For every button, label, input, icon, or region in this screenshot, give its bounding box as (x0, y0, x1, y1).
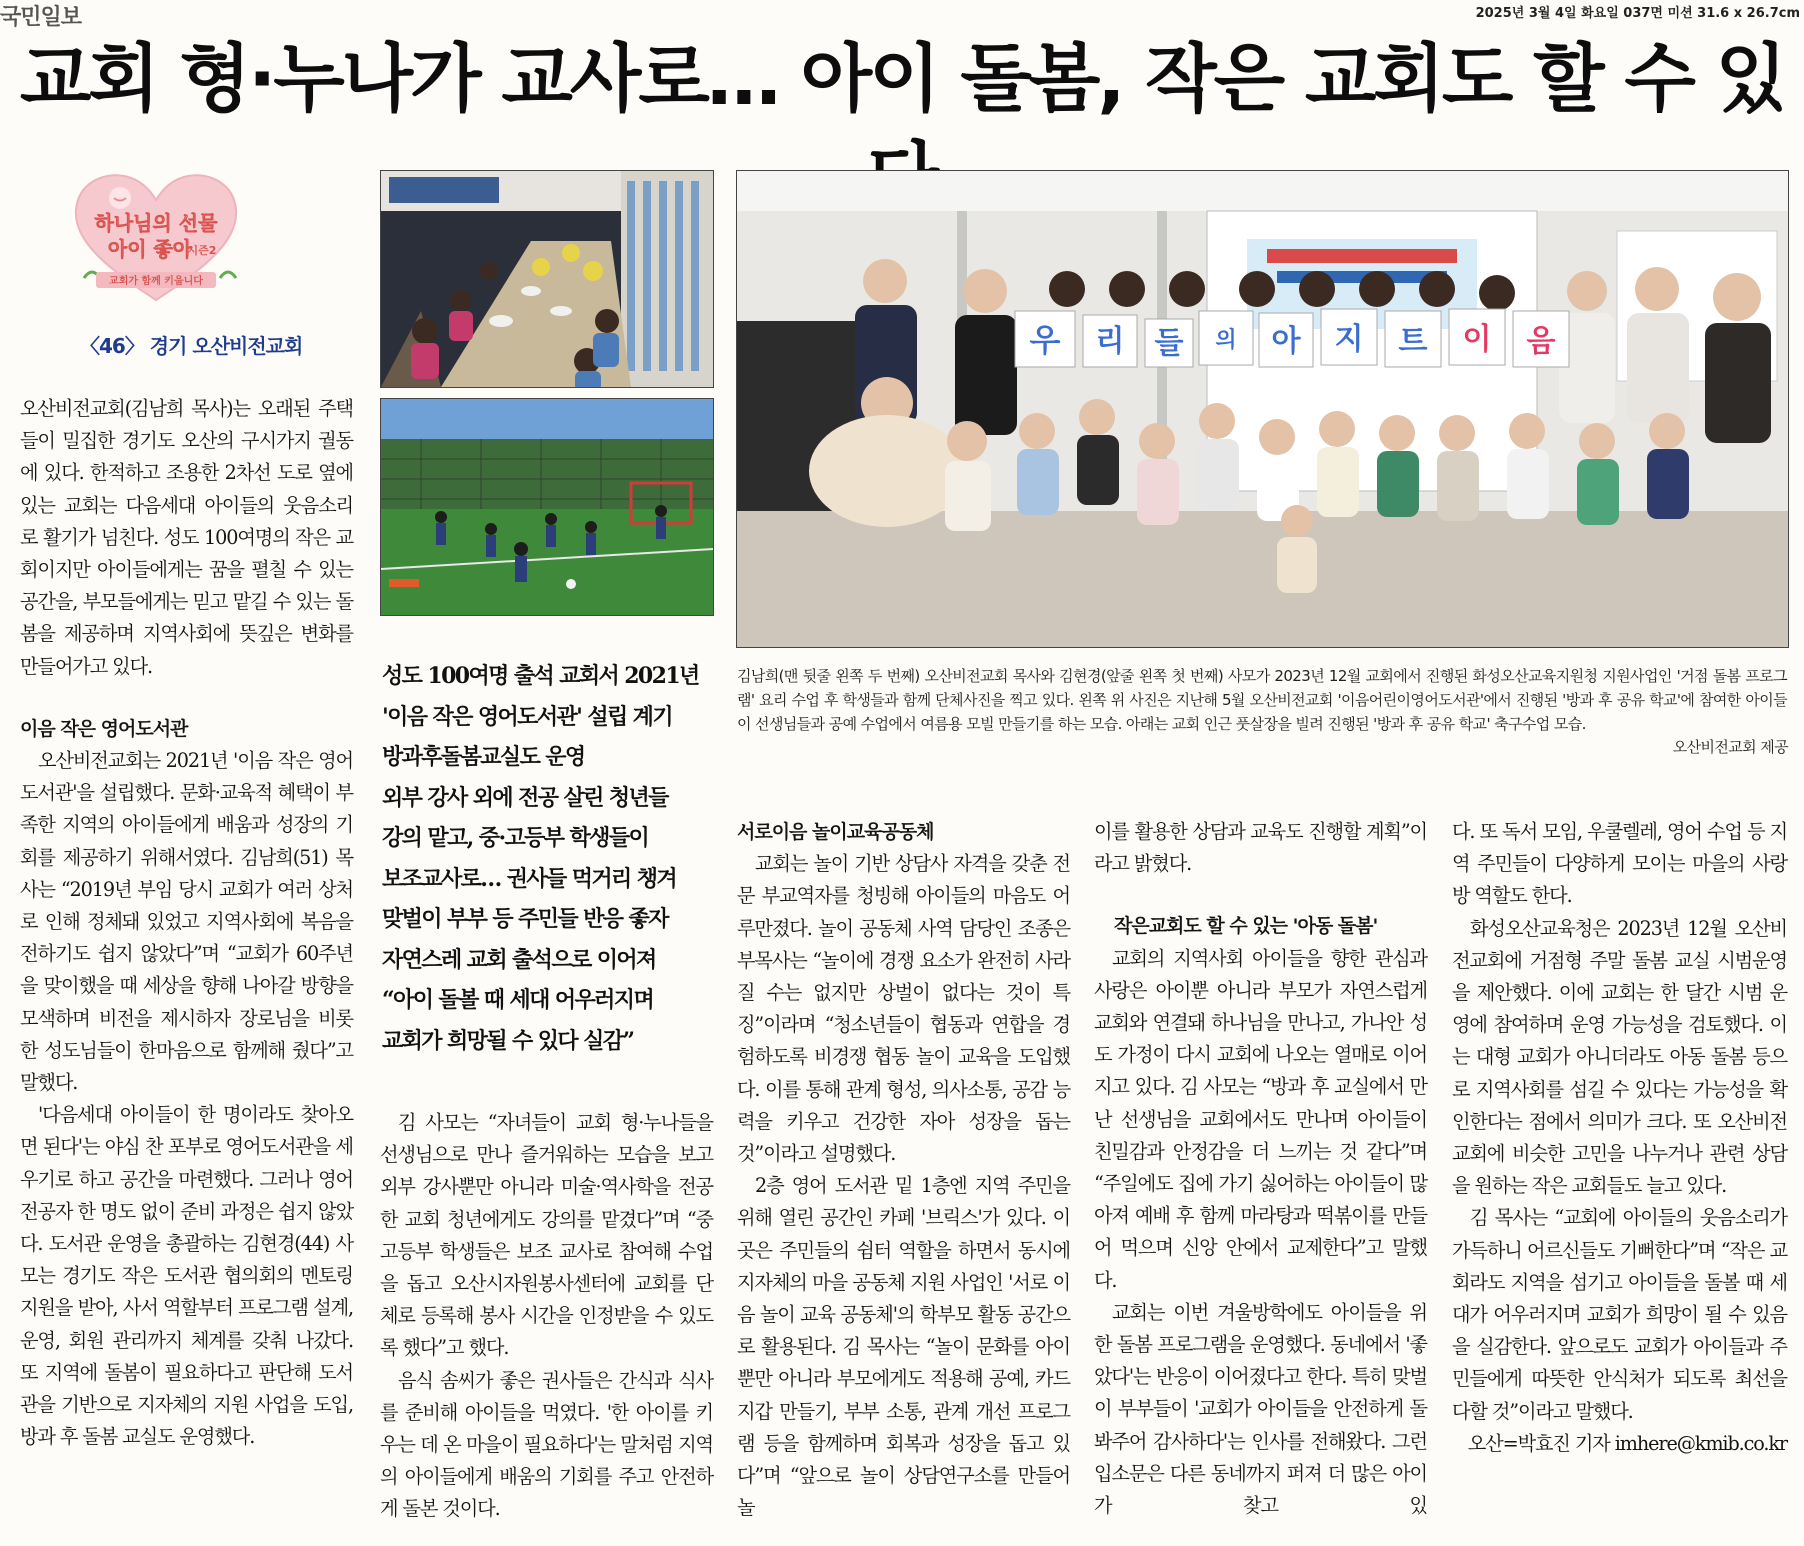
pull-quote-line: 맞벌이 부부 등 주민들 반응 좋자 (382, 906, 668, 932)
pull-quote-line: 성도 100여명 출석 교회서 2021년 (382, 663, 699, 689)
card-4: 의 (1215, 328, 1237, 353)
masthead: 국민일보 (0, 5, 82, 30)
article-paragraph: 다. 또 독서 모임, 우쿨렐레, 영어 수업 등 지역 주민들이 다양하게 모이는 마을의 사랑방 역할도 한다. (1452, 820, 1787, 908)
card-7: 트 (1398, 324, 1428, 359)
article-column-4 (1094, 816, 1427, 1522)
library-craft-photo (380, 170, 714, 388)
photo-credit: 오산비전교회 제공 (1672, 738, 1788, 756)
article-paragraph: 교회는 놀이 기반 상담사 자격을 갖춘 전문 부교역자를 청빙해 아이들의 마음도 어루만졌다. 놀이 공동체 사역 담당인 조종은 부목사는 “놀이에 경쟁 요소가 완전히 사라질 수는 없지만 상벌이 없다는 것이 특징”이라며 “청소년들이 협동과 연합을 경험하도록 비경쟁 협동 놀이 교육을 도입했다. 이를 통해 관계 형성, 의사소통, 공감 능력을 키우고 건강한 자아 성장을 돕는 것”이라고 설명했다. (737, 852, 1070, 1166)
article-paragraph: 오산비전교회는 2021년 '이음 작은 영어도서관'을 설립했다. 문화·교육적 혜택이 부족한 지역의 아이들에게 배움과 성장의 기회를 제공하기 위해서였다. 김남희(51) 목사는 “2019년 부임 당시 교회가 여러 상처로 인해 정체돼 있었고 지역사회에 복음을 전하기도 쉽지 않았다”며 “교회가 60주년을 맞이했을 때 세상을 향해 나아갈 방향을 모색하며 비전을 제시하자 장로님을 비롯한 성도님들이 한마음으로 함께해 줬다”고 말했다. (20, 749, 353, 1095)
byline: 오산=박효진 기자 imhere@kmib.co.kr (1467, 1431, 1787, 1455)
article-paragraph: 김 목사는 “교회에 아이들의 웃음소리가 가득하니 어르신들도 기뻐한다”며 “작은 교회라도 지역을 섬기고 아이들을 돌볼 때 세대가 어우러지며 교회가 희망이 될 수 있음을 실감한다. 앞으로도 교회가 아이들과 주민들에게 따뜻한 안식처가 되도록 최선을 다할 것”이라고 말했다. (1452, 1206, 1787, 1423)
card-8: 이 (1462, 322, 1492, 357)
card-3: 들 (1154, 326, 1184, 361)
article-paragraph: 교회의 지역사회 아이들을 향한 관심과 사랑은 아이뿐 아니라 부모가 자연스럽게 교회와 연결돼 하나님을 만나고, 가나안 성도 가정이 다시 교회에 나오는 열매로 이어지고 있다. 김 사모는 “방과 후 교실에서 만난 선생님을 교회에서도 만나며 아이들이 친밀감과 안정감을 더 느끼는 것 같다”며 “주일에도 집에 가기 싫어하는 아이들이 많아져 예배 후 함께 마라탕과 떡볶이를 만들어 먹으며 신앙 안에서 교제한다”고 말했다. (1094, 946, 1427, 1292)
article-paragraph: 김 사모는 “자녀들이 교회 형·누나들을 선생님으로 만나 즐거워하는 모습을 보고 외부 강사뿐만 아니라 미술·역사학을 전공한 교회 청년에게도 강의를 맡겼다”며 “중고등부 학생들은 보조 교사로 참여해 수업을 돕고 오산시자원봉사센터에 교회를 단체로 등록해 봉사 시간을 인정받을 수 있도록 했다”고 했다. (380, 1111, 713, 1360)
logo-season: 시즌2 (187, 244, 217, 257)
pull-quote-line: 외부 강사 외에 전공 살린 청년들 (382, 784, 668, 811)
section-subhead: 서로이음 놀이교육공동체 (737, 821, 934, 843)
card-6: 지 (1334, 322, 1364, 357)
article-paragraph: 오산비전교회(김남희 목사)는 오래된 주택들이 밀집한 경기도 오산의 구시가지 궐동에 있다. 한적하고 조용한 2차선 도로 옆에 있는 교회는 다음세대 아이들의 웃음소리로 활기가 넘친다. 성도 100여명의 작은 교회이지만 아이들에게는 꿈을 펼칠 수 있는 공간을, 부모들에게는 믿고 맡길 수 있는 돌봄을 제공하며 지역사회에 뜻깊은 변화를 만들어가고 있다. (20, 397, 354, 678)
card-2: 리 (1095, 324, 1125, 359)
heart-logo (70, 168, 242, 308)
pull-quote-line: 교회가 희망될 수 있다 실감” (382, 1027, 634, 1054)
article-column-2 (380, 1107, 713, 1526)
letter-cards (1015, 309, 1569, 367)
pull-quote-line: 보조교사로… 권사들 먹거리 챙겨 (382, 865, 677, 892)
group-photo (736, 170, 1789, 648)
pull-quote-line: '이음 작은 영어도서관' 설립 계기 (382, 703, 672, 730)
card-5: 아 (1271, 324, 1301, 359)
article-column-3 (737, 816, 1070, 1524)
article-column-1 (20, 393, 353, 1454)
section-subhead: 이음 작은 영어도서관 (20, 717, 188, 740)
article-column-5 (1452, 816, 1787, 1460)
dateline: 2025년 3월 4일 화요일 037면 미션 31.6 x 26.7cm (1475, 6, 1800, 21)
article-paragraph: '다음세대 아이들이 한 명이라도 찾아오면 된다'는 야심 찬 포부로 영어도서관을 세우기로 하고 공간을 마련했다. 그러나 영어 전공자 한 명도 없이 준비 과정은 쉽지 않았다. 도서관 운영을 총괄하는 김현경(44) 사모는 경기도 작은 도서관 협의회의 멘토링 지원을 받아, 사서 역할부터 프로그램 설계, 운영, 회원 관리까지 체계를 갖춰 나갔다. 또 지역에 돌봄이 필요하다고 판단해 도서관을 기반으로 지자체의 지원 사업을 도입, 방과 후 돌봄 교실도 운영했다. (20, 1103, 353, 1449)
pull-quote-line: 강의 맡고, 중·고등부 학생들이 (382, 825, 649, 851)
pull-quote-line: “아이 돌볼 때 세대 어우러지며 (382, 987, 654, 1013)
article-paragraph: 화성오산교육청은 2023년 12월 오산비전교회에 거점형 주말 돌봄 교실 시범운영을 제안했다. 이에 교회는 한 달간 시범 운영에 참여하며 운영 가능성을 검토했다. 이는 대형 교회가 아니더라도 아동 돌봄 등으로 지역사회를 섬길 수 있다는 가능성을 확인한다는 점에서 의미가 크다. 또 오산비전교회에 비슷한 고민을 나누거나 관련 상담을 원하는 작은 교회들도 늘고 있다. (1452, 916, 1787, 1198)
article-paragraph: 교회는 이번 겨울방학에도 아이들을 위한 돌봄 프로그램을 운영했다. 동네에서 '좋았다'는 반응이 이어졌다고 한다. 특히 맞벌이 부부들이 '교회가 아이들을 안전하게 돌봐주어 감사하다'는 인사를 전해왔다. 그런 입소문은 다른 동네까지 퍼져 더 많은 아이가 찾고 있 (1094, 1300, 1427, 1518)
pull-quote (382, 656, 720, 1061)
pull-quote-line: 방과후돌봄교실도 운영 (382, 744, 585, 770)
headline: 교회 형·누나가 교사로… 아이 돌봄, 작은 교회도 할 수 있 (19, 36, 1785, 122)
card-9: 음 (1526, 324, 1556, 359)
card-1: 우 (1029, 321, 1061, 359)
section-subhead: 작은교회도 할 수 있는 '아동 돌봄' (1114, 915, 1378, 938)
logo-line1: 하나님의 선물 (94, 211, 218, 235)
article-paragraph: 2층 영어 도서관 밑 1층엔 지역 주민을 위해 열린 공간인 카페 '브릭스'가 있다. 이곳은 주민들의 쉼터 역할을 하면서 동시에 지자체의 마을 공동체 지원 사업인 '서로 이음 놀이 교육 공동체'의 학부모 활동 공간으로 활용된다. 김 목사는 “놀이 문화를 아이뿐만 아니라 부모에게도 적용해 공예, 카드 지갑 만들기, 부부 소통, 관계 개선 프로그램 등을 함께하며 회복과 성장을 돕고 있다”며 “앞으로 놀이 상담연구소를 만들어 놀 (737, 1174, 1070, 1520)
logo-ribbon: 교회가 함께 키웁니다 (109, 276, 203, 287)
article-paragraph: 음식 솜씨가 좋은 권사들은 간식과 식사를 준비해 아이들을 먹였다. '한 아이를 키우는 데 온 마을이 필요하다'는 말처럼 지역의 아이들에게 배움의 기회를 주고 안전하게 돌본 것이다. (380, 1368, 713, 1521)
article-paragraph: 이를 활용한 상담과 교육도 진행할 계획”이라고 밝혔다. (1094, 820, 1427, 876)
futsal-field-photo (380, 398, 714, 616)
series-label: 〈46〉 경기 오산비전교회 (80, 334, 303, 358)
pull-quote-line: 자연스레 교회 출석으로 이어져 (382, 946, 656, 973)
logo-line2: 아이 좋아 (107, 237, 193, 261)
photo-caption: 김남희(맨 뒷줄 왼쪽 두 번째) 오산비전교회 목사와 김현경(앞줄 왼쪽 첫 번째) 사모가 2023년 12월 교회에서 진행된 화성오산교육지원청 지원사업인 '거점 돌봄 프로그램' 요리 수업 후 학생들과 함께 단체사진을 찍고 있다. 왼쪽 위 사진은 지난해 5월 오산비전교회 '이음어린이영어도서관'에서 진행된 '방과 후 공유 학교'에 참여한 아이들이 선생님들과 공예 수업에서 여름용 모빌 만들기를 하는 모습. 아래는 교회 인근 풋살장을 빌려 진행된 '방과 후 공유 학교' 축구수업 모습. (737, 667, 1787, 733)
